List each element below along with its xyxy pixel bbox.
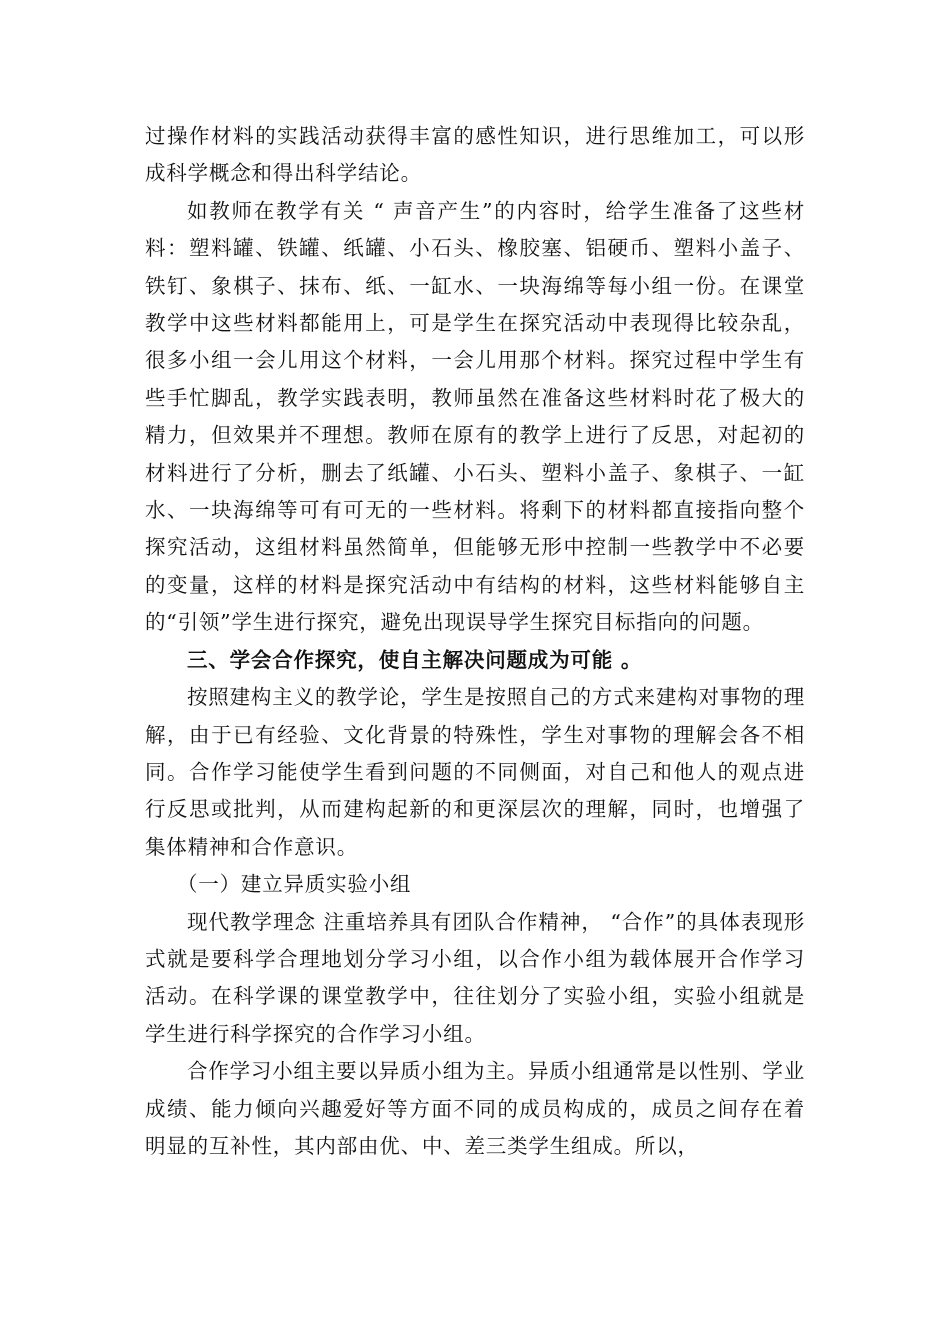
body-paragraph-teamwork: 现代教学理念 注重培养具有团队合作精神， “合作”的具体表现形式就是要科学合理地划分学习小组，以合作小组为载体展开合作学习活动。在科学课的课堂教学中，往往划分了实验小组，实验小组就是学生进行科学探究的合作学习小组。 [145,909,805,1046]
body-paragraph-heterogeneous-groups: 合作学习小组主要以异质小组为主。异质小组通常是以性别、学业成绩、能力倾向兴趣爱好等方面不同的成员构成的，成员之间存在着明显的互补性，其内部由优、中、差三类学生组成。所以， [145,1059,805,1158]
subsection-heading-groups: （一）建立异质实验小组 [177,872,412,897]
document-page [145,118,805,1165]
body-paragraph-constructivism: 按照建构主义的教学论，学生是按照自己的方式来建构对事物的理解，由于已有经验、文化背景的特殊性，学生对事物的理解会各不相同。合作学习能使学生看到问题的不同侧面，对自己和他人的观点进行反思或批判，从而建构起新的和更深层次的理解，同时，也增强了集体精神和合作意识。 [145,685,805,859]
section-heading-cooperative-inquiry: 三、学会合作探究，使自主解决问题成为可能 。 [187,647,643,672]
body-paragraph-materials-example: 如教师在教学有关 “ 声音产生”的内容时，给学生准备了这些材料：塑料罐、铁罐、纸罐、小石头、橡胶塞、铝硬币、塑料小盖子、铁钉、象棋子、抹布、纸、一缸水、一块海绵等每小组一份。在课堂教学中这些材料都能用上，可是学生在探究活动中表现得比较杂乱，很多小组一会儿用这个材料，一会儿用那个材料。探究过程中学生有些手忙脚乱，教学实践表明，教师虽然在准备这些材料时花了极大的精力，但效果并不理想。教师在原有的教学上进行了反思，对起初的材料进行了分析，删去了纸罐、小石头、塑料小盖子、象棋子、一缸水、一块海绵等可有可无的一些材料。将剩下的材料都直接指向整个探究活动，这组材料虽然简单，但能够无形中控制一些教学中不必要的变量，这样的材料是探究活动中有结构的材料，这些材料能够自主的“引领”学生进行探究，避免出现误导学生探究目标指向的问题。 [145,198,805,635]
continuation-paragraph: 过操作材料的实践活动获得丰富的感性知识，进行思维加工，可以形成科学概念和得出科学结论。 [145,124,805,186]
